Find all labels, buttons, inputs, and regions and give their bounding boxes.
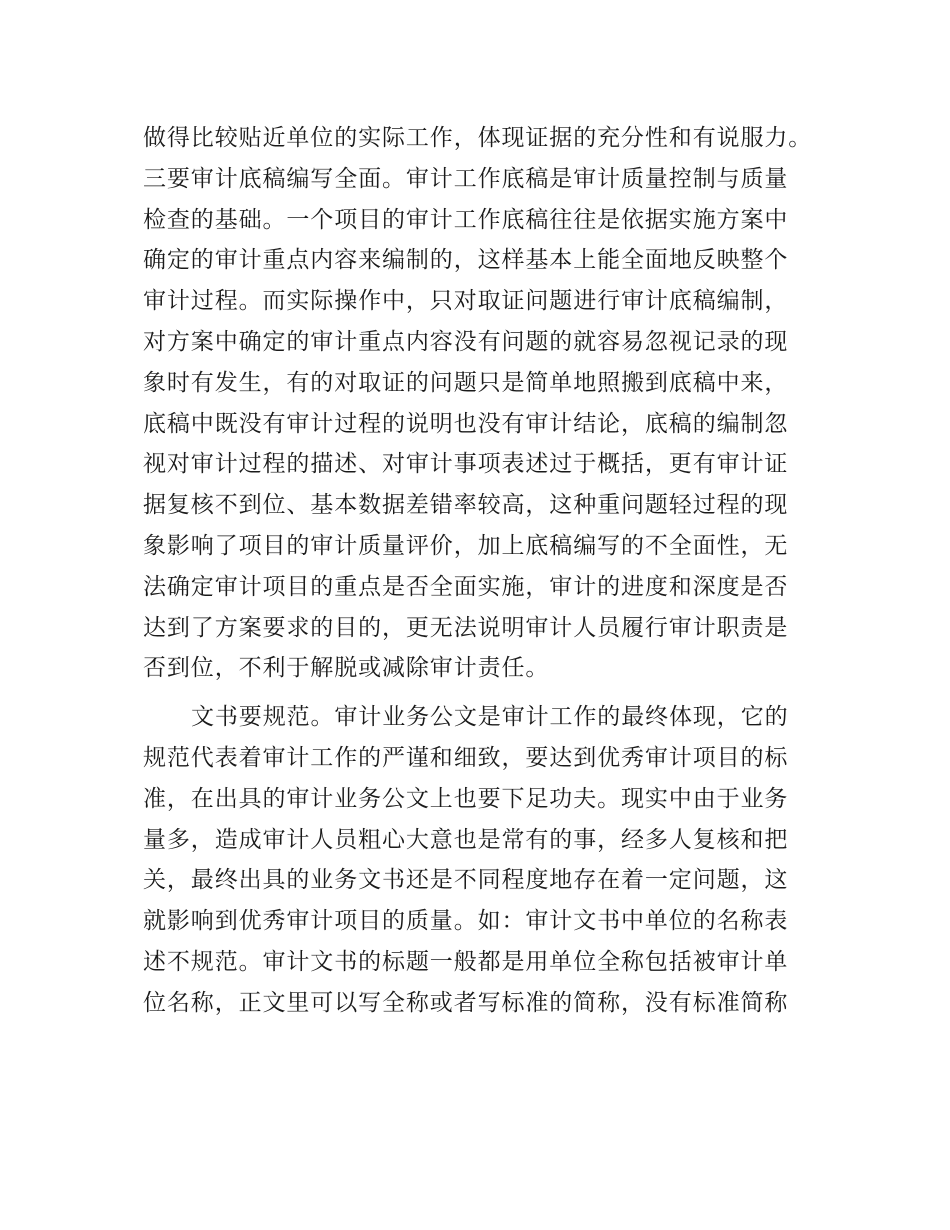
paragraph-line: 对方案中确定的审计重点内容没有问题的就容易忽视记录的现 (143, 328, 789, 355)
paragraph-1 (143, 118, 823, 689)
paragraph-line: 量多，造成审计人员粗心大意也是常有的事，经多人复核和把 (143, 826, 789, 853)
paragraph-line: 准，在出具的审计业务公文上也要下足功夫。现实中由于业务 (143, 785, 789, 812)
document-body (143, 118, 823, 1024)
paragraph-line: 象影响了项目的审计质量评价，加上底稿编写的不全面性，无 (143, 532, 789, 559)
paragraph-line: 就影响到优秀审计项目的质量。如：审计文书中单位的名称表 (143, 908, 789, 935)
paragraph-line: 法确定审计项目的重点是否全面实施，审计的进度和深度是否 (143, 573, 789, 600)
paragraph-line: 达到了方案要求的目的，更无法说明审计人员履行审计职责是 (143, 614, 789, 641)
paragraph-line: 关，最终出具的业务文书还是不同程度地存在着一定问题，这 (143, 867, 789, 894)
paragraph-line: 规范代表着审计工作的严谨和细致，要达到优秀审计项目的标 (143, 744, 789, 771)
paragraph-line: 位名称，正文里可以写全称或者写标准的简称，没有标准简称 (143, 989, 789, 1016)
paragraph-line: 检查的基础。一个项目的审计工作底稿往往是依据实施方案中 (143, 206, 789, 233)
paragraph-line: 视对审计过程的描述、对审计事项表述过于概括，更有审计证 (143, 451, 789, 478)
paragraph-line: 否到位，不利于解脱或减除审计责任。 (143, 655, 550, 682)
paragraph-line: 确定的审计重点内容来编制的，这样基本上能全面地反映整个 (143, 247, 789, 274)
paragraph-line: 文书要规范。审计业务公文是审计工作的最终体现，它的 (191, 704, 789, 731)
paragraph-line: 审计过程。而实际操作中，只对取证问题进行审计底稿编制， (143, 288, 789, 315)
paragraph-line: 底稿中既没有审计过程的说明也没有审计结论，底稿的编制忽 (143, 410, 789, 437)
paragraph-spacer (143, 689, 823, 697)
paragraph-line: 三要审计底稿编写全面。审计工作底稿是审计质量控制与质量 (143, 165, 789, 192)
paragraph-line: 象时有发生，有的对取证的问题只是简单地照搬到底稿中来， (143, 369, 789, 396)
paragraph-2 (143, 697, 823, 1023)
paragraph-line: 做得比较贴近单位的实际工作，体现证据的充分性和有说服力。 (143, 125, 813, 151)
paragraph-line: 据复核不到位、基本数据差错率较高，这种重问题轻过程的现 (143, 492, 789, 519)
paragraph-line: 述不规范。审计文书的标题一般都是用单位全称包括被审计单 (143, 948, 789, 975)
